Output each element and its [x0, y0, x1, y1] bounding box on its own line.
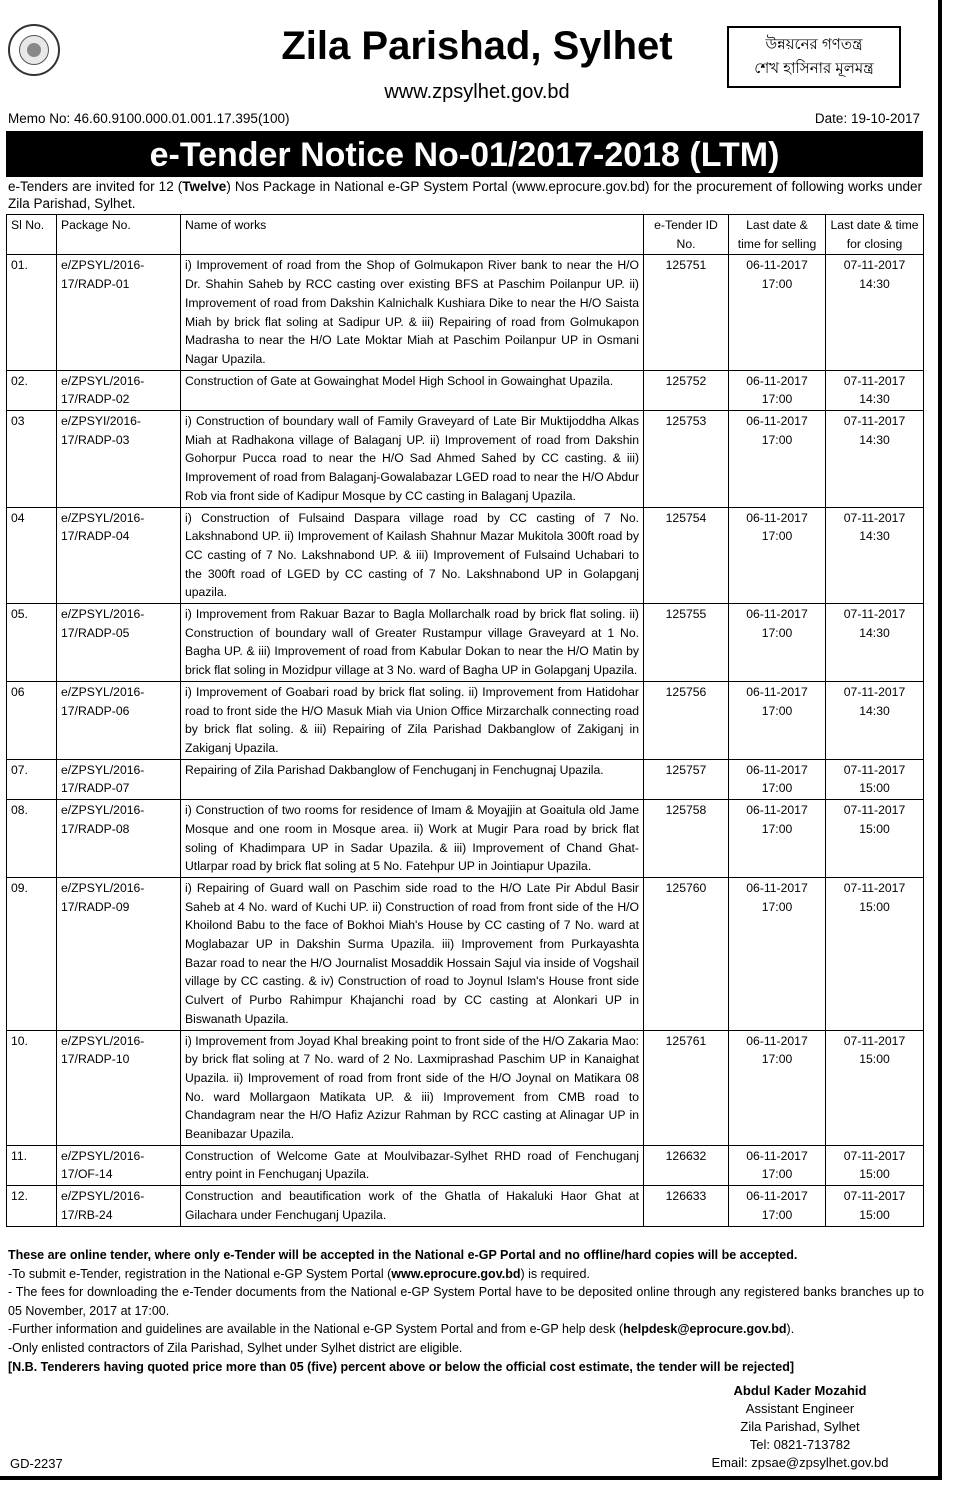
- header-works: Name of works: [181, 215, 644, 255]
- table-row: [7, 507, 924, 604]
- footer-gd-code: GD-2237: [10, 1456, 63, 1471]
- closing-date: 07-11-2017: [843, 510, 906, 525]
- header-closing: Last date & time for closing: [826, 215, 924, 255]
- cell-package: e/ZPSYL/2016-17/RADP-01: [57, 255, 181, 370]
- closing-time: 14:30: [859, 529, 890, 544]
- cell-works: i) Construction of Fulsaind Daspara village road by CC casting of 7 No. Lakshnabond UP. ii) Improvement of Kailash Shahnur Mazar Mukitola 300ft road by CC casting of 7 No. Lakshnabond UP. & iii) Improvement of Fulsaind Uchabari to the 300ft road of LGED by CC casting of 7 No. Lakshnabond UP in Golapganj upazila.: [181, 507, 644, 604]
- closing-date: 07-11-2017: [843, 414, 906, 429]
- cell-works: Construction of Gate at Gowainghat Model High School in Gowainghat Upazila.: [181, 370, 644, 410]
- cell-selling: [729, 507, 826, 604]
- cell-tender-id: 125754: [644, 507, 729, 604]
- cell-package: e/ZPSYL/2016-17/RADP-08: [57, 800, 181, 878]
- cell-sl: 05.: [7, 604, 57, 682]
- cell-closing: [826, 681, 924, 759]
- signatory-name: Abdul Kader Mozahid: [733, 1383, 867, 1398]
- cell-selling: [729, 255, 826, 370]
- header-selling: Last date & time for selling: [729, 215, 826, 255]
- cell-works: Construction and beautification work of the Ghatla of Hakaluki Haor Ghat at Gilachara under Fenchuganj Upazila.: [181, 1186, 644, 1226]
- closing-time: 15:00: [859, 899, 890, 914]
- table-row: [7, 1145, 924, 1185]
- intro-paragraph: [8, 178, 922, 212]
- table-row: [7, 681, 924, 759]
- memo-number: Memo No: 46.60.9100.000.01.001.17.395(100): [8, 111, 290, 126]
- cell-tender-id: 125761: [644, 1030, 729, 1145]
- cell-closing: [826, 411, 924, 508]
- note-nb-rejection: [N.B. Tenderers having quoted price more than 05 (five) percent above or below the official cost estimate, the tender will be rejected]: [8, 1359, 795, 1374]
- cell-tender-id: 125756: [644, 681, 729, 759]
- cell-closing: [826, 759, 924, 799]
- closing-date: 07-11-2017: [843, 762, 906, 777]
- cell-sl: 06: [7, 681, 57, 759]
- note-fees: - The fees for downloading the e-Tender documents from the National e-GP System Portal have to be deposited online through any registered banks branches up to 05 November, 2017 at 17:00.: [8, 1285, 924, 1318]
- note-registration-text: -To submit e-Tender, registration in the National e-GP System Portal (: [8, 1266, 392, 1281]
- closing-time: 14:30: [859, 625, 890, 640]
- selling-time: 17:00: [761, 625, 793, 640]
- helpdesk-email-link[interactable]: helpdesk@eprocure.gov.bd: [623, 1322, 787, 1337]
- cell-tender-id: 126632: [644, 1145, 729, 1185]
- cell-closing: [826, 1030, 924, 1145]
- selling-time: 17:00: [761, 1052, 793, 1067]
- closing-time: 15:00: [859, 1052, 890, 1067]
- slogan-line-2: শেখ হাসিনার মূলমন্ত্র: [754, 60, 874, 77]
- cell-package: e/ZPSYI/2016-17/RADP-03: [57, 411, 181, 508]
- table-row: [7, 255, 924, 370]
- closing-date: 07-11-2017: [843, 1148, 906, 1163]
- cell-sl: 07.: [7, 759, 57, 799]
- notes-section: [8, 1246, 924, 1376]
- cell-selling: [729, 681, 826, 759]
- cell-tender-id: 125758: [644, 800, 729, 878]
- selling-time: 17:00: [761, 392, 793, 407]
- selling-date: 06-11-2017: [746, 607, 808, 622]
- eprocure-link[interactable]: www.eprocure.gov.bd: [391, 1266, 521, 1281]
- cell-selling: [729, 1030, 826, 1145]
- closing-time: 15:00: [859, 821, 890, 836]
- selling-time: 17:00: [761, 1207, 793, 1222]
- page-title: Zila Parishad, Sylhet: [281, 24, 673, 68]
- closing-time: 15:00: [859, 781, 890, 796]
- cell-works: i) Construction of two rooms for residence of Imam & Moyajjin at Goaitula old Jame Mosque and one room in Mosque area. ii) Work at Mugir Para road by brick flat soling of Khadimpara UP in Sadar Upazila. & iii) Improvement of Chand Ghat-Utlarpar road by brick flat soling at 5 No. Fatehpur UP in Jointiapur Upazila.: [181, 800, 644, 878]
- selling-time: 17:00: [761, 703, 793, 718]
- cell-tender-id: 125753: [644, 411, 729, 508]
- cell-closing: [826, 255, 924, 370]
- notice-date: Date: 19-10-2017: [814, 111, 920, 126]
- intro-text-1: e-Tenders are invited for 12 (: [8, 179, 183, 194]
- note-eligibility: -Only enlisted contractors of Zila Parishad, Sylhet under Sylhet district are eligible.: [8, 1340, 463, 1355]
- cell-closing: [826, 1145, 924, 1185]
- selling-date: 06-11-2017: [746, 414, 808, 429]
- cell-package: e/ZPSYL/2016-17/RADP-10: [57, 1030, 181, 1145]
- closing-time: 14:30: [859, 392, 890, 407]
- selling-date: 06-11-2017: [746, 373, 808, 388]
- cell-sl: 09.: [7, 877, 57, 1030]
- cell-selling: [729, 759, 826, 799]
- cell-package: e/ZPSYL/2016-17/OF-14: [57, 1145, 181, 1185]
- cell-package: e/ZPSYL/2016-17/RADP-09: [57, 877, 181, 1030]
- cell-sl: 02.: [7, 370, 57, 410]
- cell-package: e/ZPSYL/2016-17/RADP-06: [57, 681, 181, 759]
- cell-closing: [826, 1186, 924, 1226]
- cell-closing: [826, 800, 924, 878]
- cell-works: i) Repairing of Guard wall on Paschim side road to the H/O Late Pir Abdul Basir Saheb at 4 No. ward of Kuchi UP. ii) Construction of road from front side of the H/O Khoilond Babu to the face of Bokhoi Miah's House by CC casting of 7 No. ward at Moglabazar UP in Dakshin Surma Upazila. iii) Improvement from Purkayashta Bazar road to near the H/O Journalist Mosaddik Hossain Sajul via inside of Vogshail village by CC casting. & iv) Construction of road to Joynul Islam's House front side Culvert of Purbo Rahimpur Khajanchi road by CC casting at Alonkari UP in Biswanath Upazila.: [181, 877, 644, 1030]
- cell-package: e/ZPSYL/2016-17/RADP-04: [57, 507, 181, 604]
- table-header-row: [7, 215, 924, 255]
- selling-date: 06-11-2017: [746, 1189, 808, 1204]
- closing-time: 15:00: [859, 1207, 890, 1222]
- table-row: [7, 1030, 924, 1145]
- table-row: [7, 759, 924, 799]
- cell-works: i) Improvement from Joyad Khal breaking point to front side of the H/O Zakaria Mao: by brick flat soling at 7 No. ward of 2 No. Laxmiprashad Paschim UP in Kanaighat Upazila. ii) Improvement of road from front side of the H/O Joynal on Matikara 08 No. ward Mollargaon Matikata UP. & iii) Improvement from CMB road to Chandagram near the H/O Hafiz Azizur Rahman by RCC casting at Alinagar UP in Beanibazar Upazila.: [181, 1030, 644, 1145]
- cell-sl: 10.: [7, 1030, 57, 1145]
- signature-block: [680, 1382, 920, 1472]
- cell-works: Repairing of Zila Parishad Dakbanglow of Fenchuganj in Fenchugnaj Upazila.: [181, 759, 644, 799]
- note-registration: [8, 1265, 924, 1284]
- closing-date: 07-11-2017: [843, 803, 906, 818]
- selling-time: 17:00: [761, 899, 793, 914]
- note-online-only: These are online tender, where only e-Tender will be accepted in the National e-GP Portal and no offline/hard copies will be accepted.: [8, 1248, 798, 1262]
- header-sl: Sl No.: [7, 215, 57, 255]
- closing-date: 07-11-2017: [843, 1189, 906, 1204]
- selling-time: 17:00: [761, 821, 793, 836]
- note-helpdesk-end: ).: [786, 1322, 795, 1337]
- cell-sl: 04: [7, 507, 57, 604]
- closing-date: 07-11-2017: [843, 1033, 906, 1048]
- signatory-designation: Assistant Engineer: [745, 1401, 855, 1416]
- cell-selling: [729, 877, 826, 1030]
- cell-works: i) Construction of boundary wall of Family Graveyard of Late Bir Muktijoddha Alkas Miah at Radhakona village of Balaganj UP. ii) Improvement of road from Dakshin Gohorpur Pucca road to near the H/O Sad Ahmed Sahed by CC casting. & iii) Improvement of road from Balaganj-Gowalabazar LGED road to near the H/O Abdur Rob via front side of Kadipur Mosque by CC casting in Balaganj Upazila.: [181, 411, 644, 508]
- cell-tender-id: 125755: [644, 604, 729, 682]
- closing-date: 07-11-2017: [843, 373, 906, 388]
- closing-time: 14:30: [859, 277, 890, 292]
- notice-title-banner: e-Tender Notice No-01/2017-2018 (LTM): [6, 131, 923, 177]
- selling-date: 06-11-2017: [746, 258, 808, 273]
- cell-closing: [826, 604, 924, 682]
- cell-package: e/ZPSYL/2016-17/RB-24: [57, 1186, 181, 1226]
- selling-date: 06-11-2017: [746, 684, 808, 699]
- cell-selling: [729, 604, 826, 682]
- note-registration-end: ) is required.: [520, 1266, 590, 1281]
- cell-sl: 08.: [7, 800, 57, 878]
- cell-works: i) Improvement of Goabari road by brick flat soling. ii) Improvement from Hatidohar road to front side the H/O Masuk Miah via Union Office Mirzarchalk connecting road by brick flat soling. & iii) Repairing of Zila Parishad Dakbanglow of Zakiganj in Zakiganj Upazila.: [181, 681, 644, 759]
- selling-date: 06-11-2017: [746, 762, 808, 777]
- closing-date: 07-11-2017: [843, 684, 906, 699]
- header-package: Package No.: [57, 215, 181, 255]
- selling-date: 06-11-2017: [746, 803, 808, 818]
- cell-tender-id: 125752: [644, 370, 729, 410]
- closing-date: 07-11-2017: [843, 258, 906, 273]
- cell-tender-id: 125760: [644, 877, 729, 1030]
- cell-works: Construction of Welcome Gate at Moulvibazar-Sylhet RHD road of Fenchuganj entry point in Fenchuganj Upazila.: [181, 1145, 644, 1185]
- table-row: [7, 370, 924, 410]
- signatory-email: Email: zpsae@zpsylhet.gov.bd: [711, 1455, 889, 1470]
- selling-date: 06-11-2017: [746, 880, 808, 895]
- cell-selling: [729, 370, 826, 410]
- cell-works: i) Improvement from Rakuar Bazar to Bagla Mollarchalk road by brick flat soling. ii) Construction of boundary wall of Greater Rustampur village Graveyard at 1 No. Bagha UP. & iii) Improvement of road from Kabular Dokan to near the H/O Matin by brick flat soling in Mozidpur village at 3 No. ward of Bagha UP in Golapganj Upazila.: [181, 604, 644, 682]
- cell-selling: [729, 1186, 826, 1226]
- selling-time: 17:00: [761, 432, 793, 447]
- cell-selling: [729, 800, 826, 878]
- slogan-box: [727, 26, 901, 88]
- cell-sl: 01.: [7, 255, 57, 370]
- signatory-office: Zila Parishad, Sylhet: [740, 1419, 860, 1434]
- table-row: [7, 877, 924, 1030]
- cell-package: e/ZPSYL/2016-17/RADP-07: [57, 759, 181, 799]
- closing-date: 07-11-2017: [843, 607, 906, 622]
- cell-closing: [826, 507, 924, 604]
- selling-date: 06-11-2017: [746, 510, 808, 525]
- selling-date: 06-11-2017: [746, 1033, 808, 1048]
- intro-bold: Twelve: [182, 179, 227, 194]
- table-row: [7, 800, 924, 878]
- cell-works: i) Improvement of road from the Shop of Golmukapon River bank to near the H/O Dr. Shahin Saheb by RCC casting over existing BFS at Paschim Poilanpur UP. ii) Improvement of road from Dakshin Kalnichalk Kushiara Dike to near the H/O Saista Miah by brick flat soling at Sadipur UP. & iii) Repairing of road from Golmukapon Madrasha to near the H/O Late Moktar Miah at Paschim Poilanpur UP in Osmani Nagar Upazila.: [181, 255, 644, 370]
- note-helpdesk-text: -Further information and guidelines are available in the National e-GP System Portal and from e-GP help desk (: [8, 1322, 624, 1337]
- selling-time: 17:00: [761, 781, 793, 796]
- tender-table: [6, 214, 924, 1227]
- note-helpdesk: [8, 1320, 924, 1339]
- table-row: [7, 411, 924, 508]
- closing-date: 07-11-2017: [843, 880, 906, 895]
- cell-selling: [729, 411, 826, 508]
- cell-sl: 11.: [7, 1145, 57, 1185]
- cell-sl: 03: [7, 411, 57, 508]
- cell-selling: [729, 1145, 826, 1185]
- cell-tender-id: 125751: [644, 255, 729, 370]
- intro-text-2: ) Nos Package in National e-GP System Portal (www.eprocure.gov.bd) for the procurement of following works under Zila Parishad, Sylhet.: [8, 179, 922, 211]
- selling-time: 17:00: [761, 277, 793, 292]
- closing-time: 14:30: [859, 703, 890, 718]
- signatory-tel: Tel: 0821-713782: [749, 1437, 851, 1452]
- cell-package: e/ZPSYL/2016-17/RADP-02: [57, 370, 181, 410]
- header-tender-id: e-Tender ID No.: [644, 215, 729, 255]
- slogan-line-1: উন্নয়নের গণতন্ত্র: [765, 36, 863, 53]
- table-row: [7, 604, 924, 682]
- table-row: [7, 1186, 924, 1226]
- cell-package: e/ZPSYL/2016-17/RADP-05: [57, 604, 181, 682]
- website-url: www.zpsylhet.gov.bd: [384, 81, 570, 103]
- closing-time: 14:30: [859, 432, 890, 447]
- cell-tender-id: 126633: [644, 1186, 729, 1226]
- selling-time: 17:00: [761, 529, 793, 544]
- selling-time: 17:00: [761, 1167, 793, 1182]
- closing-time: 15:00: [859, 1167, 890, 1182]
- selling-date: 06-11-2017: [746, 1148, 808, 1163]
- cell-closing: [826, 877, 924, 1030]
- cell-tender-id: 125757: [644, 759, 729, 799]
- cell-closing: [826, 370, 924, 410]
- cell-sl: 12.: [7, 1186, 57, 1226]
